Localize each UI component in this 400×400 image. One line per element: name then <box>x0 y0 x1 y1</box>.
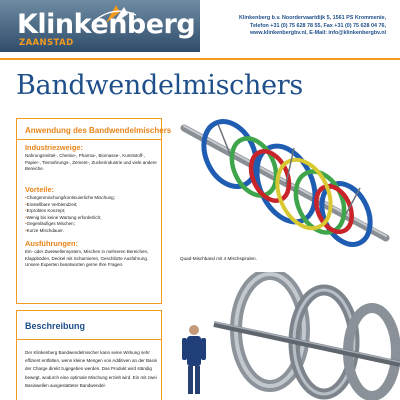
application-title: Anwendung des Bandwendelmischers <box>25 126 172 135</box>
description-text: Der Klinkenberg Bandwendelmischer kann seine Wirkung sehr effizient entfalten, wenn kleine Mengen von Additiven an der Basis der Charge direkt zugegeben werden. Das Produkt wird ständig bewegt, wodurch eine optimale Mischung erzielt wird. Ein mit zwei Basiswellen ausgestatteter Bandwendel- <box>25 350 158 388</box>
page-title: Bandwendelmischers <box>16 70 303 101</box>
logo-wordmark: Klinkenberg <box>17 9 196 40</box>
application-box <box>16 118 172 304</box>
list-item: • Einstellbare Verblendzeit; <box>25 202 159 209</box>
large-mixer-photo <box>174 272 400 400</box>
box-divider <box>17 139 161 140</box>
versions-text: Ein- oder Zweiwellensystem, Mischen in mehreren Bereichen, Klappböden, Deckel mit Scharnieren, Geschlitzte Ausführung. Unsere Experten beantworten gerne Ihre Fragen. <box>25 249 149 268</box>
page-header <box>0 0 400 60</box>
ribbon-mixer-image <box>174 110 396 258</box>
list-item: • Erprobtes Konzept; <box>25 208 159 215</box>
description-box <box>16 310 162 400</box>
company-logo <box>0 0 200 52</box>
contact-line: Klinkenberg b.v. Noordervaartdijk 5, 1561 PS Krommenie, <box>239 15 386 21</box>
logo-subtitle: ZAANSTAD <box>19 38 74 48</box>
description-title: Beschreibung <box>25 321 86 331</box>
box-divider <box>17 339 161 340</box>
industries-text: Nahrungsmittel-, Chemie-, Pharma-, Biomasse-, Kunststoff-, Papier-, Tiernahrungs-, Zement-, Zuckerindustrie und viele andere Bereiche. <box>25 153 157 172</box>
versions-heading: Ausführungen: <box>25 239 78 248</box>
advantages-heading: Vorteile: <box>25 185 55 194</box>
list-item: • Wenig bis keine Wartung erforderlich; <box>25 215 159 222</box>
list-item: • Kurze Mischdauer. <box>25 228 159 235</box>
advantages-list <box>25 195 159 235</box>
contact-line: www.klinkenbergbv.nl, E-Mail: info@klinkenbergbv.nl <box>249 30 386 37</box>
image-caption: Quad-Mischband mit 4 Mischspiralen. <box>180 256 257 261</box>
contact-info <box>196 15 386 38</box>
header-divider <box>0 58 400 60</box>
list-item: • Gegenläufiges Mischen; <box>25 221 159 228</box>
industries-heading: Industriezweige: <box>25 143 83 152</box>
contact-line: Telefon +31 (0) 75 628 78 55, Fax +31 (0) 75 628 04 76, <box>250 22 386 29</box>
list-item: • Chargenmischung/kontinuierliche Mischung; <box>25 195 159 202</box>
